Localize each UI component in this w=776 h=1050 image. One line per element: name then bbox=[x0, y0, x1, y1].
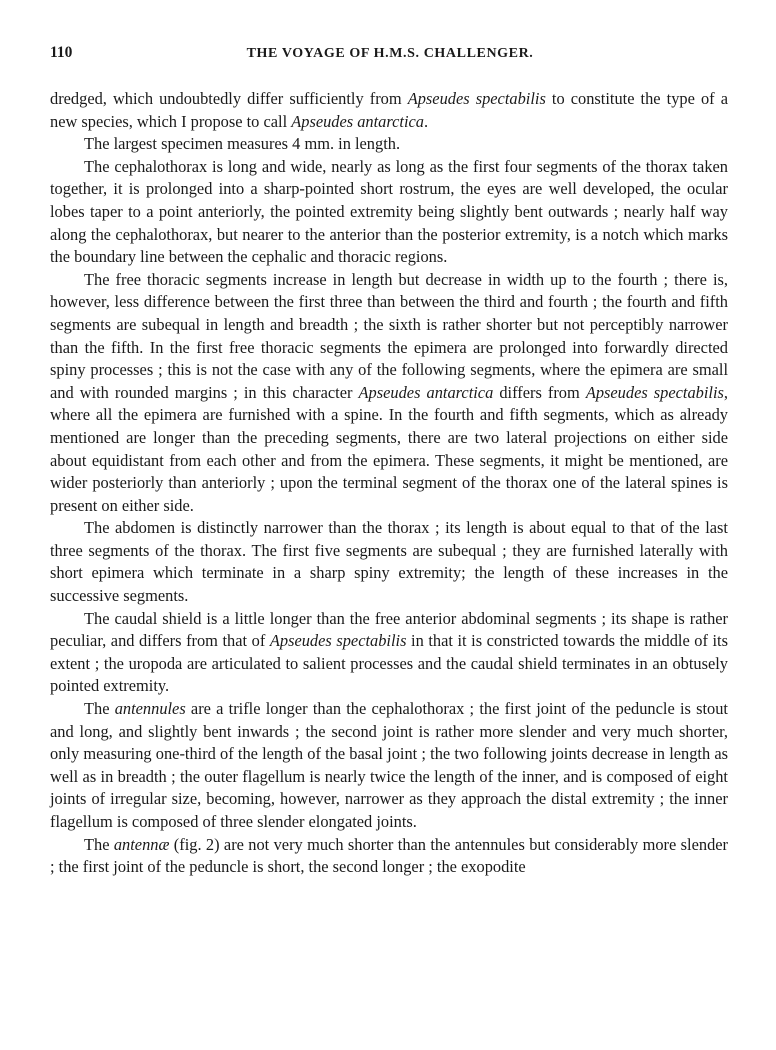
paragraph-6 bbox=[50, 608, 728, 698]
species-name: Apseudes antarctica bbox=[291, 111, 424, 131]
species-name: Apseudes antarctica bbox=[358, 382, 494, 402]
text-run: dredged, which undoubtedly differ sufficiently from bbox=[50, 89, 408, 108]
species-name: Apseudes spectabilis bbox=[269, 631, 407, 651]
text-run: to constitute the type of a new species, which I propose to call bbox=[50, 89, 728, 131]
running-title: THE VOYAGE OF H.M.S. CHALLENGER. bbox=[246, 46, 534, 61]
term-antennae: antennæ bbox=[113, 834, 170, 854]
text-run: in that it is constricted towards the middle of its extent ; the uropoda are articulated to salient processes and the caudal shield terminates in an obtusely pointed extremity. bbox=[50, 631, 728, 696]
species-name: Apseudes spectabilis bbox=[407, 89, 546, 108]
body-text bbox=[50, 88, 728, 879]
paragraph-4 bbox=[50, 269, 728, 518]
paragraph-7 bbox=[50, 698, 728, 834]
paragraph-2: The largest specimen measures 4 mm. in length. bbox=[84, 134, 401, 154]
text-run: , where all the epimera are furnished with a spine. In the fourth and fifth segments, which as already mentioned are longer than the preceding segments, there are two lateral projections on either side about equidistant from each other and from the epimera. These segments, it might be mentioned, are wider posteriorly than anteriorly ; upon the terminal segment of the thorax one of the lateral spines is present on either side. bbox=[50, 382, 728, 515]
paragraph-3: The cephalothorax is long and wide, nearly as long as the first four segments of the thorax taken together, it is prolonged into a sharp-pointed short rostrum, the eyes are well developed, the ocular lobes taper to a point anteriorly, the pointed extremity being slightly bent outwards ; nearly half way along the cephalothorax, but nearer to the anterior than the posterior extremity, is a notch which marks the boundary line between the cephalic and thoracic regions. bbox=[50, 156, 728, 267]
paragraph-8 bbox=[50, 834, 728, 879]
text-run: are a trifle longer than the cephalothorax ; the first joint of the peduncle is stout and long, and slightly bent inwards ; the second joint is rather more slender and very much shorter, only measuring one-third of the length of the basal joint ; the two following joints decrease in length as well as in breadth ; the outer flagellum is nearly twice the length of the inner, and is composed of eight joints of irregular size, becoming, however, narrower as they approach the distal extremity ; the inner flagellum is composed of three slender elongated joints. bbox=[50, 699, 728, 831]
paragraph-5: The abdomen is distinctly narrower than the thorax ; its length is about equal to that of the last three segments of the thorax. The first five segments are subequal ; they are furnished laterally with short epimera which terminate in a sharp spiny extremity; the length of these increases in the successive segments. bbox=[50, 518, 728, 606]
text-run: The free thoracic segments increase in length but decrease in width up to the fourth ; there is, however, less difference between the first three than between the third and fourth ; the fourth and fifth segments are subequal in length and breadth ; the sixth is rather shorter but not perceptibly narrower than the fifth. In the first free thoracic segments the epimera are prolonged into forwardly directed spiny processes ; this is not the case with any of the following segments, where the epimera are small and with rounded margins ; in this character bbox=[50, 269, 728, 402]
page-number: 110 bbox=[50, 44, 73, 61]
species-name: Apseudes spectabilis bbox=[585, 382, 724, 402]
term-antennules: antennules bbox=[114, 699, 186, 719]
text-run: . bbox=[424, 111, 429, 131]
text-run: The bbox=[84, 834, 114, 854]
page-header bbox=[50, 44, 730, 68]
text-run: The bbox=[84, 699, 115, 719]
text-run: differs from bbox=[493, 382, 586, 402]
text-run: (fig. 2) are not very much shorter than the antennules but considerably more slender ; the first joint of the peduncle is short, the second longer ; the exopodite bbox=[50, 834, 728, 877]
paragraph-1 bbox=[50, 88, 728, 133]
text-run: The caudal shield is a little longer than the free anterior abdominal segments ; its shape is rather peculiar, and differs from that of bbox=[50, 608, 728, 651]
